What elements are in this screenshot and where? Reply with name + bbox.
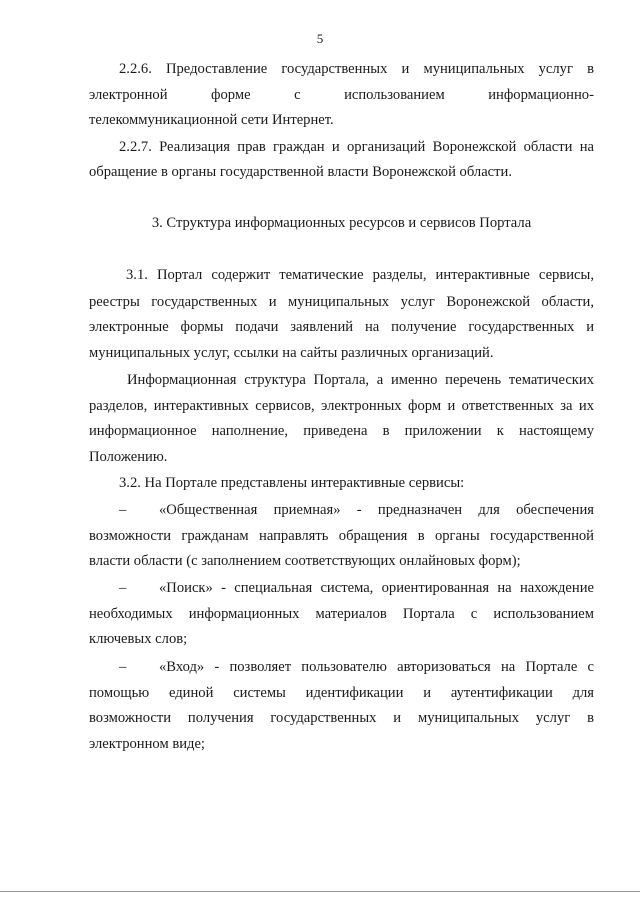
- paragraph-info-line-2: [89, 397, 594, 415]
- word: информационно-: [488, 87, 594, 103]
- list-item-reception-line-1: [119, 501, 594, 519]
- paragraph-2-2-6-line-2: [89, 86, 594, 104]
- footer-rule: [0, 891, 640, 892]
- word: использованием: [344, 87, 445, 103]
- paragraph-info-line-4: Положению.: [89, 449, 168, 465]
- text-fragment: «Поиск» - специальная система, ориентированная на нахождение: [159, 580, 594, 596]
- section-heading: 3. Структура информационных ресурсов и сервисов Портала: [151, 215, 532, 231]
- page-number: 5: [316, 31, 324, 46]
- paragraph-3-2: 3.2. На Портале представлены интерактивные сервисы:: [119, 475, 465, 491]
- paragraph-2-2-7-line-2: обращение в органы государственной власти Воронежской области.: [89, 164, 512, 180]
- list-item-reception-line-3: власти области (с заполнением соответствующих онлайновых форм);: [89, 553, 521, 569]
- paragraph-3-1-line-2: [89, 293, 594, 311]
- text-fragment: 2.2.6. Предоставление государственных и муниципальных услуг в: [119, 61, 594, 77]
- paragraph-2-2-6-line-3: телекоммуникационной сети Интернет.: [89, 112, 334, 128]
- list-item-login-line-4: электронном виде;: [89, 736, 205, 752]
- list-dash: –: [119, 502, 127, 518]
- text-fragment: помощью единой системы идентификации и аутентификации для: [89, 685, 594, 701]
- list-item-login-line-3: [89, 709, 594, 727]
- text-fragment: информационное наполнение, приведена в приложении к настоящему: [89, 423, 594, 439]
- text-fragment: электронные формы подачи заявлений на получение государственных и: [89, 319, 594, 335]
- paragraph-info-line-1: [127, 371, 594, 389]
- word: электронной: [89, 87, 168, 103]
- text-fragment: реестры государственных и муниципальных услуг Воронежской области,: [89, 294, 594, 310]
- text-fragment: «Общественная приемная» - предназначен для обеспечения: [159, 502, 594, 518]
- paragraph-info-line-3: [89, 422, 594, 440]
- text-fragment: Информационная структура Портала, а именно перечень тематических: [127, 372, 594, 388]
- text-fragment: 2.2.7. Реализация прав граждан и организаций Воронежской области на: [119, 139, 594, 155]
- text-fragment: возможности гражданам направлять обращения в органы государственной: [89, 528, 594, 544]
- text-fragment: разделов, интерактивных сервисов, электронных форм и ответственных за их: [89, 398, 594, 414]
- text-fragment: возможности получения государственных и муниципальных услуг в: [89, 710, 594, 726]
- list-item-search-line-1: [119, 579, 594, 597]
- paragraph-3-1-line-1: [126, 266, 594, 284]
- paragraph-3-1-line-4: муниципальных услуг, ссылки на сайты различных организаций.: [89, 345, 494, 361]
- list-item-reception-line-2: [89, 527, 594, 545]
- paragraph-2-2-7-line-1: [119, 138, 594, 156]
- list-item-login-line-1: [119, 658, 594, 676]
- list-dash: –: [119, 659, 127, 675]
- word: с: [294, 87, 301, 103]
- list-dash: –: [119, 580, 127, 596]
- paragraph-3-1-line-3: [89, 318, 594, 336]
- text-fragment: «Вход» - позволяет пользователю авторизоваться на Портале с: [159, 659, 594, 675]
- text-fragment: 3.1. Портал содержит тематические разделы, интерактивные сервисы,: [126, 267, 594, 283]
- list-item-login-line-2: [89, 684, 594, 702]
- text-fragment: необходимых информационных материалов Портала с использованием: [89, 606, 594, 622]
- list-item-search-line-3: ключевых слов;: [89, 631, 188, 647]
- paragraph-2-2-6-line-1: [119, 60, 594, 78]
- word: форме: [211, 87, 251, 103]
- list-item-search-line-2: [89, 605, 594, 623]
